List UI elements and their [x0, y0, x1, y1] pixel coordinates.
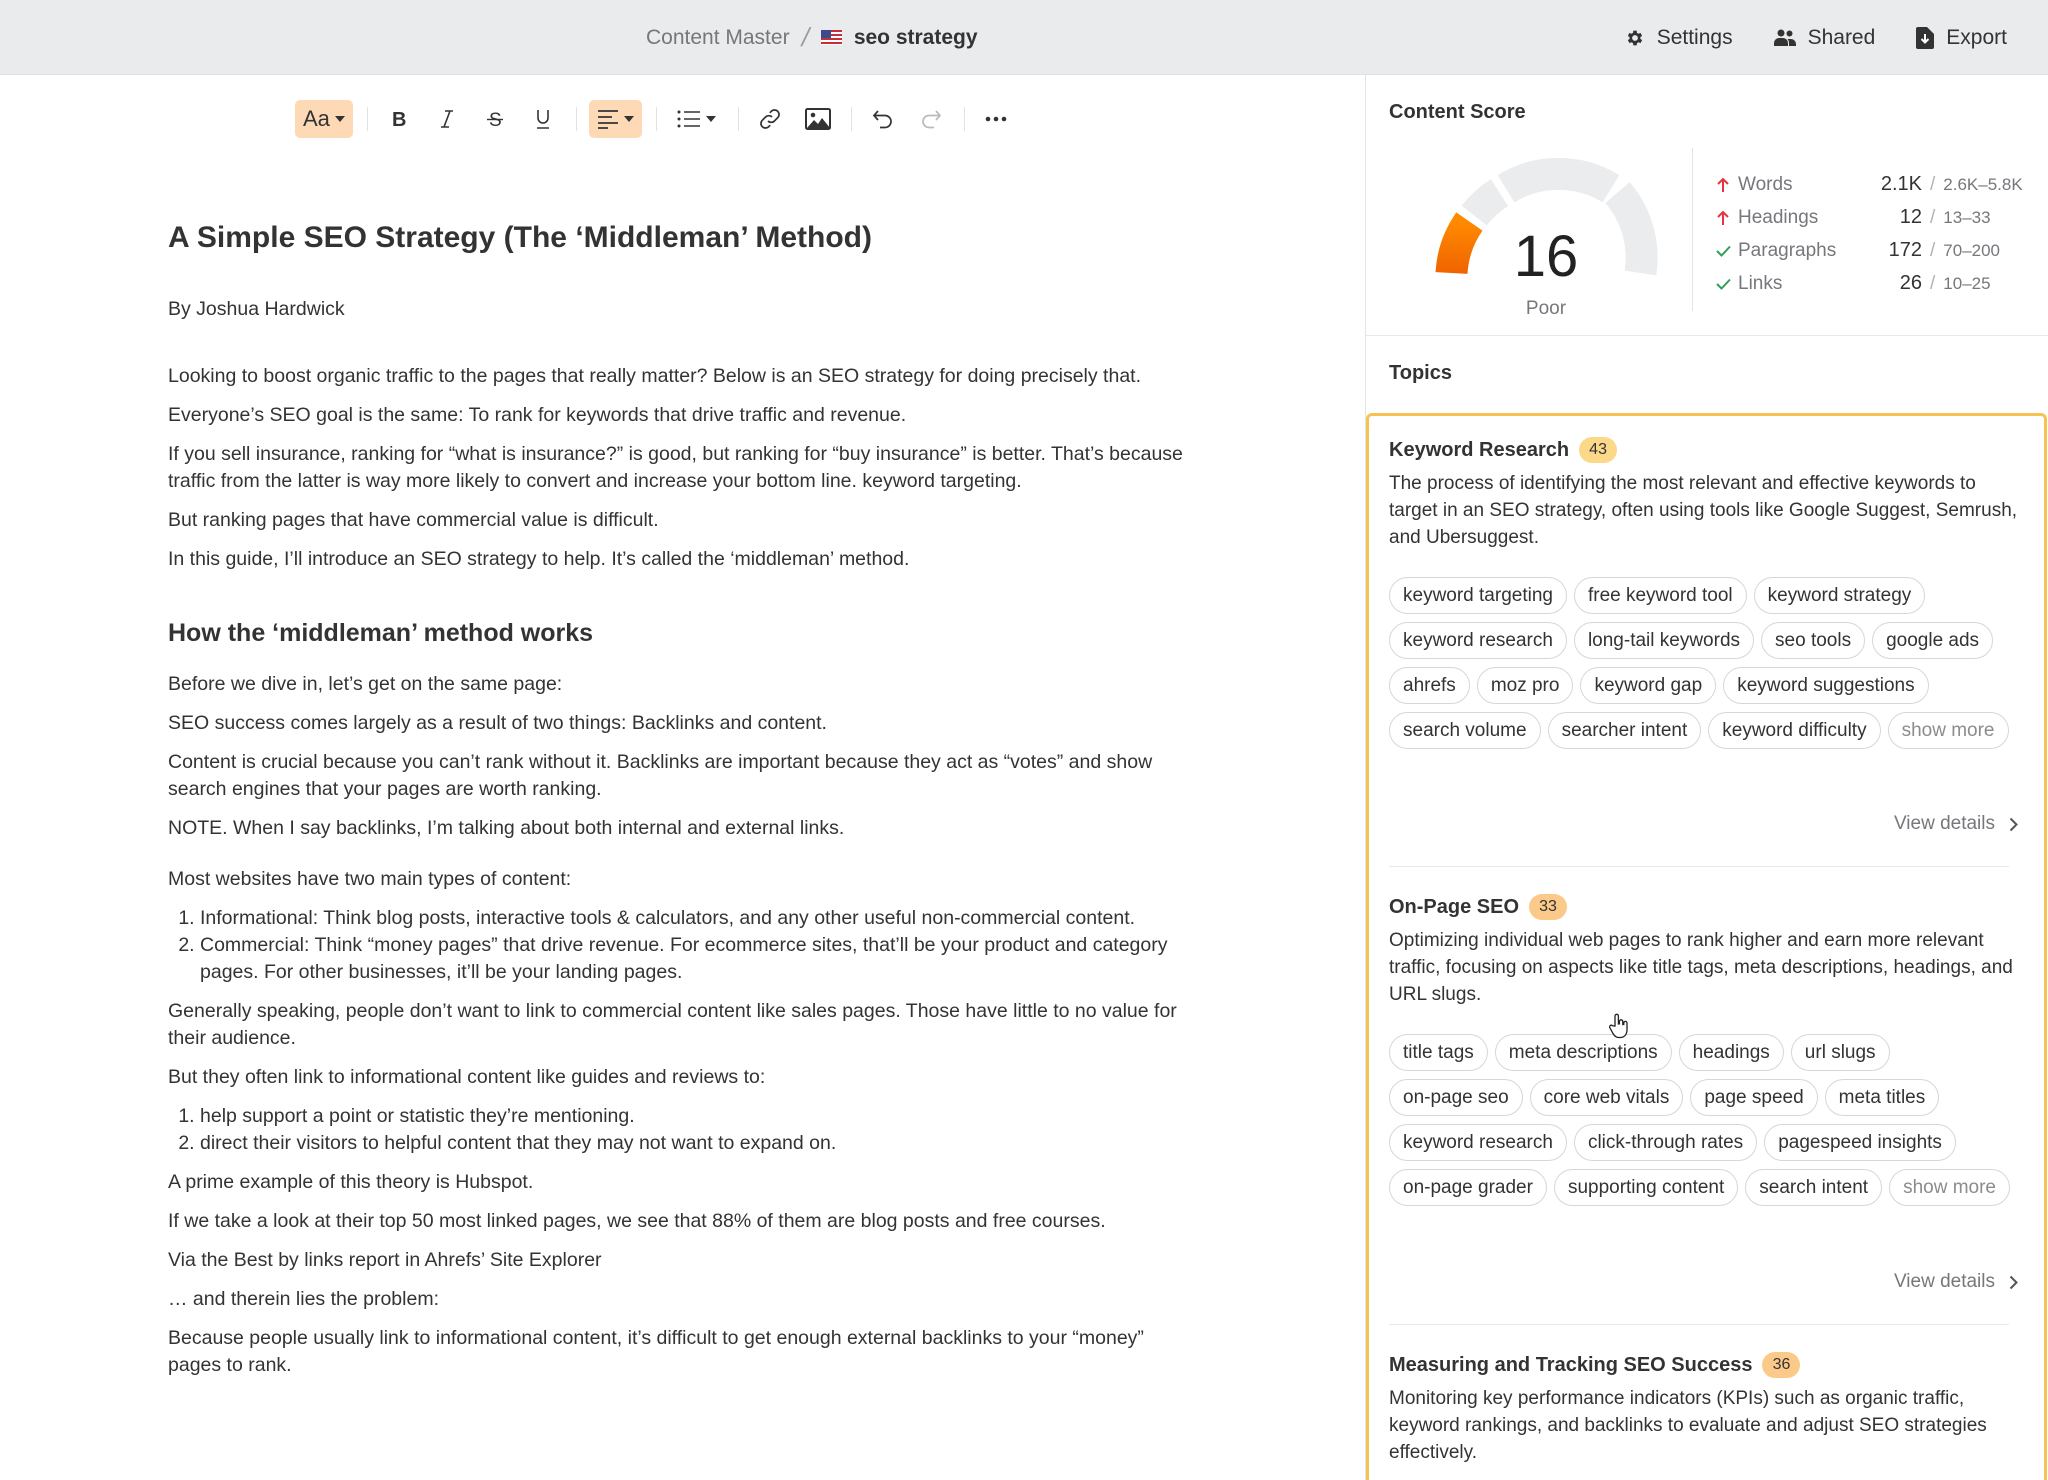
- keyword-chip[interactable]: supporting content: [1554, 1169, 1738, 1206]
- keyword-chips: [1389, 577, 2029, 757]
- keyword-chip[interactable]: url slugs: [1791, 1034, 1890, 1071]
- metric-range: 70–200: [1943, 240, 2001, 260]
- underline-icon: [535, 108, 551, 130]
- users-icon: [1774, 29, 1796, 47]
- arrow-up-icon: [1716, 210, 1738, 226]
- list-item[interactable]: 1. Informational: Think blog posts, interactive tools & calculators, and any other useful non-commercial content.: [200, 905, 1188, 932]
- align-dropdown[interactable]: [589, 100, 642, 138]
- italic-icon: [439, 109, 455, 129]
- view-details-label: View details: [1893, 813, 1995, 834]
- toolbar-divider: [964, 107, 965, 131]
- formatting-toolbar: [295, 100, 1025, 138]
- breadcrumb-current: seo strategy: [853, 25, 978, 49]
- topics-title: Topics: [1389, 362, 1452, 384]
- topic-description: Optimizing individual web pages to rank higher and earn more relevant traffic, focusing on aspects like title tags, meta descriptions, headings, and URL slugs.: [1389, 930, 2013, 1005]
- paragraph[interactable]: Via the Best by links report in Ahrefs’ Site Explorer: [168, 1249, 602, 1271]
- shared-button[interactable]: [1774, 26, 1876, 50]
- metrics-divider: [1692, 148, 1693, 311]
- paragraph[interactable]: SEO success comes largely as a result of two things: Backlinks and content.: [168, 712, 827, 734]
- paragraph[interactable]: Looking to boost organic traffic to the pages that really matter? Below is an SEO strategy for doing precisely that.: [168, 365, 1142, 387]
- editor: [0, 75, 1365, 1480]
- metric-value: 12: [1899, 206, 1922, 228]
- paragraph[interactable]: Everyone’s SEO goal is the same: To rank for keywords that drive traffic and revenue.: [168, 404, 907, 426]
- keyword-chip[interactable]: moz pro: [1477, 667, 1574, 704]
- view-details-link[interactable]: [1894, 1271, 2018, 1293]
- keyword-chip[interactable]: meta descriptions: [1495, 1034, 1672, 1071]
- keyword-chip[interactable]: keyword research: [1389, 622, 1567, 659]
- chevron-right-icon: [2009, 817, 2018, 832]
- link-icon: [758, 107, 782, 131]
- show-more-button[interactable]: show more: [1889, 1169, 2010, 1206]
- image-icon: [805, 108, 831, 130]
- top-bar: [0, 0, 2048, 75]
- metric-range: 10–25: [1943, 273, 1991, 293]
- chevron-down-icon: [335, 116, 345, 122]
- show-more-button[interactable]: show more: [1888, 712, 2009, 749]
- keyword-chip[interactable]: free keyword tool: [1574, 577, 1747, 614]
- metric-value: 172: [1888, 239, 1922, 261]
- view-details-link[interactable]: [1894, 813, 2018, 835]
- metric-label: Headings: [1738, 206, 1819, 228]
- topics-list: [1366, 413, 2047, 1480]
- list-item[interactable]: 2. direct their visitors to helpful content that they may not want to expand on.: [200, 1130, 1188, 1157]
- keyword-chip[interactable]: keyword suggestions: [1723, 667, 1928, 704]
- view-details-label: View details: [1893, 1271, 1995, 1292]
- score-gauge: [1431, 148, 1661, 328]
- topic-divider: [1389, 866, 2009, 867]
- export-button[interactable]: [1916, 26, 2007, 50]
- topic-description: The process of identifying the most relevant and effective keywords to target in an SEO strategy, often using tools like Google Suggest, Semrush, and Ubersuggest.: [1389, 473, 2018, 548]
- keyword-chip[interactable]: search volume: [1389, 712, 1541, 749]
- breadcrumb-root[interactable]: Content Master: [646, 25, 790, 49]
- keyword-chip[interactable]: title tags: [1389, 1034, 1488, 1071]
- metric-label: Paragraphs: [1738, 239, 1837, 261]
- checkmark-icon: [1716, 245, 1738, 257]
- score-value: 16: [1513, 224, 1579, 289]
- gear-icon: [1625, 28, 1645, 48]
- redo-button[interactable]: [912, 100, 950, 138]
- topic-name: On-Page SEO: [1389, 895, 1520, 918]
- topic-header: [1389, 1351, 2029, 1379]
- paragraph[interactable]: … and therein lies the problem:: [168, 1288, 439, 1310]
- metric-paragraphs: [1716, 234, 2023, 267]
- topic-card: [1389, 1351, 2029, 1466]
- paragraph[interactable]: If we take a look at their top 50 most linked pages, we see that 88% of them are blog posts and free courses.: [168, 1210, 1106, 1232]
- list-item[interactable]: 1. help support a point or statistic they’re mentioning.: [200, 1103, 1188, 1130]
- topic-card: [1389, 436, 2029, 757]
- toolbar-divider: [656, 107, 657, 131]
- keyword-chip[interactable]: on-page seo: [1389, 1079, 1523, 1116]
- hand-cursor-icon: [1608, 1013, 1630, 1039]
- settings-label: Settings: [1656, 25, 1733, 49]
- metric-label: Links: [1738, 272, 1783, 294]
- topic-name: Keyword Research: [1389, 438, 1570, 461]
- metric-label: Words: [1738, 173, 1793, 195]
- keyword-chip[interactable]: keyword research: [1389, 1124, 1567, 1161]
- metric-separator: /: [1930, 239, 1936, 261]
- bold-icon: [391, 109, 407, 129]
- chevron-down-icon: [624, 116, 634, 122]
- keyword-chip[interactable]: long-tail keywords: [1574, 622, 1754, 659]
- sidebar-panel: [1365, 75, 2048, 1480]
- text-style-dropdown[interactable]: [295, 100, 353, 138]
- metric-value: 2.1K: [1880, 173, 1922, 195]
- topic-header: [1389, 436, 2029, 464]
- checkmark-icon: [1716, 278, 1738, 290]
- topic-name: Measuring and Tracking SEO Success: [1389, 1353, 1753, 1376]
- link-reasons-list: [200, 1103, 1188, 1157]
- score-rating: Poor: [1525, 298, 1567, 319]
- keyword-chip[interactable]: keyword targeting: [1389, 577, 1567, 614]
- topic-count-badge: 43: [1579, 437, 1617, 463]
- arrow-up-icon: [1716, 177, 1738, 193]
- topic-count-badge: 36: [1762, 1352, 1800, 1378]
- article-content[interactable]: [168, 220, 1188, 1391]
- list-icon: [677, 110, 701, 128]
- toolbar-divider: [738, 107, 739, 131]
- text-style-label: Aa: [303, 106, 330, 131]
- keyword-chip[interactable]: click-through rates: [1574, 1124, 1757, 1161]
- list-item[interactable]: 2. Commercial: Think “money pages” that drive revenue. For ecommerce sites, that’ll be your product and category pages. For other businesses, it’ll be your landing pages.: [200, 932, 1188, 986]
- link-button[interactable]: [751, 100, 789, 138]
- toolbar-divider: [576, 107, 577, 131]
- keyword-chip[interactable]: seo tools: [1761, 622, 1865, 659]
- toolbar-divider: [367, 107, 368, 131]
- breadcrumb-separator: /: [798, 22, 813, 52]
- keyword-chip[interactable]: pagespeed insights: [1764, 1124, 1956, 1161]
- keyword-chip[interactable]: google ads: [1872, 622, 1993, 659]
- topic-card: [1389, 893, 2029, 1214]
- more-options-button[interactable]: [977, 100, 1015, 138]
- metric-separator: /: [1930, 206, 1936, 228]
- content-score-title: Content Score: [1389, 101, 1526, 123]
- metric-value: 26: [1899, 272, 1922, 294]
- paragraph[interactable]: Content is crucial because you can’t rank without it. Backlinks are important because they act as “votes” and show search engines that your pages are worth ranking.: [168, 751, 1153, 800]
- paragraph[interactable]: Generally speaking, people don’t want to link to commercial content like sales pages. Those have little to no value for their audience.: [168, 1000, 1177, 1049]
- export-label: Export: [1946, 25, 2007, 49]
- list-dropdown[interactable]: [669, 100, 724, 138]
- paragraph[interactable]: Most websites have two main types of content:: [168, 868, 572, 890]
- bold-button[interactable]: [380, 100, 418, 138]
- metric-separator: /: [1930, 272, 1936, 294]
- more-horizontal-icon: [985, 116, 1007, 122]
- toolbar-divider: [851, 107, 852, 131]
- keyword-chip[interactable]: headings: [1679, 1034, 1784, 1071]
- keyword-chip[interactable]: keyword gap: [1580, 667, 1716, 704]
- paragraph[interactable]: A prime example of this theory is Hubspot.: [168, 1171, 534, 1193]
- svg-text:B: B: [391, 109, 407, 129]
- file-download-icon: [1916, 27, 1934, 49]
- keyword-chip[interactable]: keyword strategy: [1754, 577, 1926, 614]
- keyword-chip[interactable]: on-page grader: [1389, 1169, 1547, 1206]
- paragraph[interactable]: NOTE. When I say backlinks, I’m talking about both internal and external links.: [168, 817, 845, 839]
- article-title[interactable]: A Simple SEO Strategy (The ‘Middleman’ Method): [168, 221, 872, 254]
- metric-range: 13–33: [1943, 207, 1991, 227]
- italic-button[interactable]: [428, 100, 466, 138]
- keyword-chip[interactable]: page speed: [1690, 1079, 1817, 1116]
- section-heading[interactable]: How the ‘middleman’ method works: [168, 619, 594, 647]
- metric-headings: [1716, 201, 2023, 234]
- metric-separator: /: [1930, 173, 1936, 195]
- top-actions: [1625, 0, 2048, 75]
- align-left-icon: [597, 109, 619, 129]
- paragraph[interactable]: Before we dive in, let’s get on the same page:: [168, 673, 563, 695]
- metric-words: [1716, 168, 2023, 201]
- score-metrics: [1716, 168, 2023, 300]
- paragraph[interactable]: Because people usually link to informational content, it’s difficult to get enough external backlinks to your “money” pages to rank.: [168, 1327, 1144, 1376]
- content-types-list: [200, 905, 1188, 986]
- keyword-chip[interactable]: ahrefs: [1389, 667, 1470, 704]
- topic-divider: [1389, 1324, 2009, 1325]
- breadcrumb: [646, 0, 978, 75]
- keyword-chip[interactable]: search intent: [1745, 1169, 1882, 1206]
- keyword-chip[interactable]: searcher intent: [1548, 712, 1702, 749]
- image-button[interactable]: [799, 100, 837, 138]
- strikethrough-button[interactable]: [476, 100, 514, 138]
- us-flag-icon: [821, 30, 842, 45]
- underline-button[interactable]: [524, 100, 562, 138]
- paragraph[interactable]: If you sell insurance, ranking for “what is insurance?” is good, but ranking for “buy insurance” is better. That’s because traffic from the latter is way more likely to convert and increase your bottom line. keyword targeting.: [168, 443, 1183, 492]
- paragraph[interactable]: But ranking pages that have commercial value is difficult.: [168, 509, 659, 531]
- paragraph[interactable]: In this guide, I’ll introduce an SEO strategy to help. It’s called the ‘middleman’ method.: [168, 548, 910, 570]
- shared-label: Shared: [1807, 25, 1876, 49]
- metric-range: 2.6K–5.8K: [1943, 174, 2023, 194]
- topic-header: [1389, 893, 2029, 921]
- chevron-down-icon: [706, 116, 716, 122]
- svg-text:S: S: [488, 110, 502, 129]
- topic-description: Monitoring key performance indicators (KPIs) such as organic traffic, keyword rankings, and backlinks to evaluate and adjust SEO strategies effectively.: [1389, 1388, 1987, 1463]
- section-divider: [1366, 335, 2048, 336]
- strikethrough-icon: [487, 109, 503, 129]
- undo-button[interactable]: [864, 100, 902, 138]
- paragraph[interactable]: But they often link to informational content like guides and reviews to:: [168, 1066, 766, 1088]
- keyword-chip[interactable]: meta titles: [1825, 1079, 1940, 1116]
- keyword-chip[interactable]: core web vitals: [1530, 1079, 1684, 1116]
- topic-count-badge: 33: [1529, 894, 1567, 920]
- chevron-right-icon: [2009, 1275, 2018, 1290]
- undo-icon: [872, 108, 894, 130]
- settings-button[interactable]: [1625, 26, 1733, 50]
- keyword-chip[interactable]: keyword difficulty: [1708, 712, 1880, 749]
- article-byline[interactable]: By Joshua Hardwick: [168, 298, 345, 320]
- redo-icon: [920, 108, 942, 130]
- metric-links: [1716, 267, 2023, 300]
- keyword-chips: [1389, 1034, 2029, 1214]
